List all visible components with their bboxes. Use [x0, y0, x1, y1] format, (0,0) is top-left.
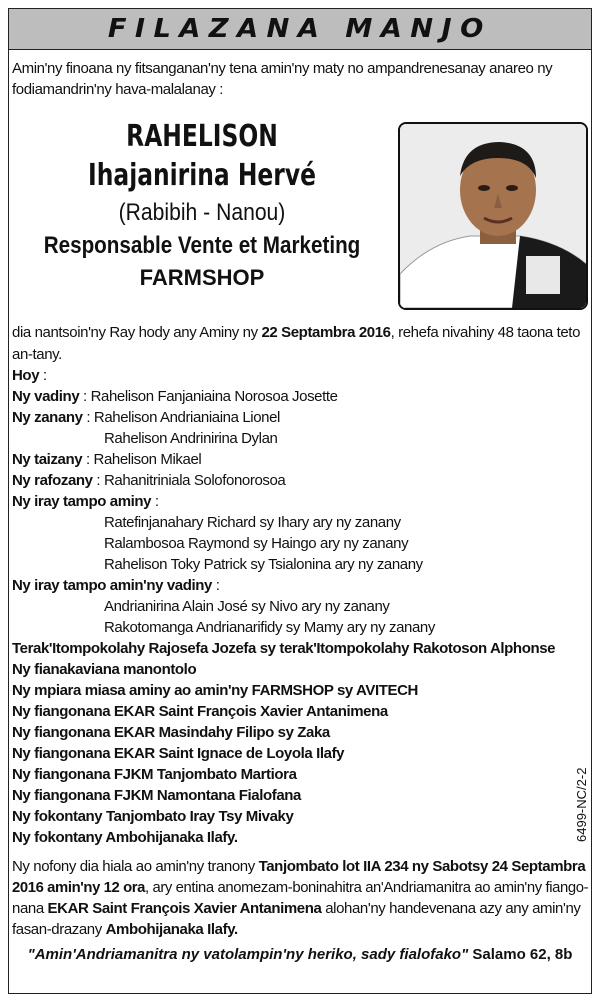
iray-tampo-line: Ny iray tampo aminy : — [12, 493, 159, 510]
deceased-surname: RAHELISON — [126, 119, 278, 154]
vadiny-value: : Rahelison Fanjaniaina Norosoa Josette — [79, 388, 338, 405]
reference-code: 6499-NC/2-2 — [574, 767, 589, 842]
funeral-l4a: fasan-drazany — [12, 921, 106, 938]
taizany-value: : Rahelison Mikael — [82, 451, 202, 468]
funeral-line-2 — [12, 877, 588, 898]
death-suffix: , rehefa nivahiny 48 taona teto — [390, 324, 581, 341]
zanany-line — [12, 407, 280, 428]
deceased-role: Responsable Vente et Marketing — [43, 232, 361, 259]
funeral-l2a: 2016 amin'ny 12 ora — [12, 879, 146, 896]
funeral-l1b: Tanjombato lot IIA 234 ny Sabotsy 24 Septambra — [258, 858, 586, 875]
rafozany-line — [12, 470, 285, 491]
iray-tampo-1: Ratefinjanahary Richard sy Ihary ary ny zanany — [104, 514, 401, 531]
quote-text: "Amin'Andriamanitra ny vatolampin'ny heriko, sady fialofako" — [27, 946, 469, 963]
death-line-1 — [12, 322, 580, 343]
funeral-line-4 — [12, 919, 238, 940]
quote-ref: Salamo 62, 8b — [468, 946, 573, 963]
hoy-line: Hoy : — [12, 367, 47, 384]
vadiny-line — [12, 386, 338, 407]
hoy-label: Hoy — [12, 367, 40, 384]
deceased-photo — [398, 122, 588, 310]
iray-tampo-2: Ralambosoa Raymond sy Haingo ary ny zanany — [104, 535, 409, 552]
funeral-l3c: alohan'ny handevenana azy any amin'ny — [321, 900, 581, 917]
iray-tampo-vadiny-line: Ny iray tampo amin'ny vadiny : — [12, 577, 220, 594]
funeral-l2b: , ary entina anomezam-boninahitra an'Andriamanitra ao amin'ny fiango- — [145, 879, 589, 896]
rafozany-label: Ny rafozany — [12, 472, 93, 489]
notice-title: FILAZANA MANJO — [108, 14, 492, 44]
funeral-line-1 — [12, 856, 585, 877]
bold-line-2: Ny fianakaviana manontolo — [12, 661, 197, 678]
funeral-l3b: EKAR Saint François Xavier Antanimena — [47, 900, 322, 917]
bold-line-9: Ny fokontany Tanjombato Iray Tsy Mivaky — [12, 808, 294, 825]
bold-line-1: Terak'Itompokolahy Rajosefa Jozefa sy terak'Itompokolahy Rakotoson Alphonse — [12, 640, 556, 657]
funeral-l3a: nana — [12, 900, 48, 917]
deceased-nickname: (Rabibih - Nanou) — [118, 199, 286, 226]
bold-line-4: Ny fiangonana EKAR Saint François Xavier Antanimena — [12, 703, 388, 720]
bold-line-8: Ny fiangonana FJKM Namontana Fialofana — [12, 787, 302, 804]
funeral-l1a: Ny nofony dia hiala ao amin'ny tranony — [12, 858, 259, 875]
bold-line-5: Ny fiangonana EKAR Masindahy Filipo sy Zaka — [12, 724, 330, 741]
iray-tampo-vadiny-label: Ny iray tampo amin'ny vadiny — [12, 577, 212, 594]
deceased-name-block — [8, 118, 396, 294]
iray-tampo-vadiny-1: Andrianirina Alain José sy Nivo ary ny zanany — [104, 598, 390, 615]
iray-tampo-3: Rahelison Toky Patrick sy Tsialonina ary ny zanany — [104, 556, 423, 573]
bold-line-7: Ny fiangonana FJKM Tanjombato Martiora — [12, 766, 297, 783]
deceased-company: FARMSHOP — [139, 265, 265, 290]
iray-tampo-vadiny-2: Rakotomanga Andrianarifidy sy Mamy ary ny zanany — [104, 619, 435, 636]
zanany-label: Ny zanany — [12, 409, 83, 426]
bold-line-6: Ny fiangonana EKAR Saint Ignace de Loyola Ilafy — [12, 745, 345, 762]
rafozany-value: : Rahanitriniala Solofonorosoa — [92, 472, 286, 489]
bold-line-10: Ny fokontany Ambohijanaka Ilafy. — [12, 829, 238, 846]
zanany-value-2: Rahelison Andrinirina Dylan — [104, 430, 278, 447]
funeral-line-3 — [12, 898, 581, 919]
taizany-label: Ny taizany — [12, 451, 83, 468]
iray-tampo-label: Ny iray tampo aminy — [12, 493, 152, 510]
death-date: 22 Septambra 2016 — [261, 324, 391, 341]
deceased-given-names: Ihajanirina Hervé — [88, 158, 316, 193]
taizany-line — [12, 449, 201, 470]
vadiny-label: Ny vadiny — [12, 388, 80, 405]
intro-text: Amin'ny finoana ny fitsanganan'ny tena amin'ny maty no ampandrenesanay anareo ny fodiamandrin'ny hava-malalanay : — [12, 60, 553, 98]
death-prefix: dia nantsoin'ny Ray hody any Aminy ny — [12, 324, 262, 341]
zanany-value: : Rahelison Andrianiaina Lionel — [82, 409, 280, 426]
bold-line-3: Ny mpiara miasa aminy ao amin'ny FARMSHOP sy AVITECH — [12, 682, 418, 699]
notice-header — [8, 8, 592, 50]
funeral-l4b: Ambohijanaka Ilafy. — [105, 921, 238, 938]
bible-quote — [0, 946, 600, 963]
death-line-2: an-tany. — [12, 346, 62, 363]
portrait-illustration — [400, 124, 586, 308]
